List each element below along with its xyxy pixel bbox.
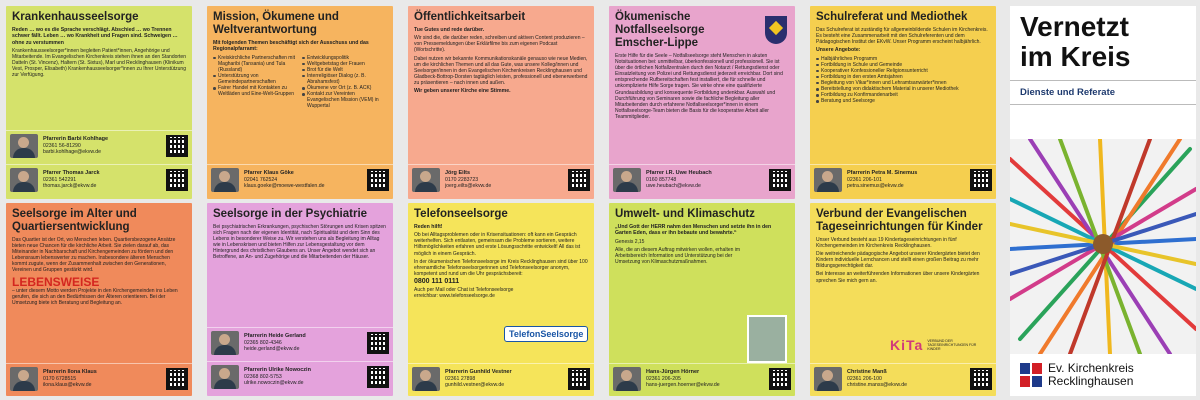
card-umwelt-klimaschutz <box>609 203 795 396</box>
card-telefonseelsorge <box>408 203 594 396</box>
contact-name: Pfarrer i.R. Uwe Heubach <box>646 169 712 176</box>
contact-email[interactable]: klaus.goeke@moewe-westfalen.de <box>244 183 325 189</box>
card-body-1: Wir sind die, die darüber reden, schreiben und aktiven Content produzieren – von Pressemeldungen über Erklärfilme bis zum eigenen Podcast (Wortschritte). <box>414 35 585 54</box>
column-2 <box>207 6 393 396</box>
cover-footer <box>1010 354 1196 396</box>
card-body: Das Schulreferat ist zuständig für allgemeinbildende Schulen im Kirchenkreis. Es besteht eine Zusammenarbeit mit den Schulreferenten und dem Pädagogischen Institut der EKvW. Unser Programm erscheint halbjährlich. <box>816 27 988 46</box>
contact-email[interactable]: uwe.heubach@ekvw.de <box>646 183 701 189</box>
contact-phone: 0160 857748 <box>646 176 677 183</box>
church-window-image <box>747 315 787 363</box>
hotline-number: 0800 111 0111 <box>414 277 460 285</box>
cover-title <box>1010 6 1196 72</box>
topic-list-b <box>302 55 387 110</box>
qr-code-icon <box>166 169 188 191</box>
card-title: Schulreferat und Mediothek <box>816 11 968 23</box>
card-body-1: Ob bei Alltagsproblemen oder in Krisensituationen: oft kann ein Gespräch weiterhelfen. Sich entlasten, gemeinsam die Probleme sortieren, weitere Hilfsmöglichkeiten erfahren und erste Lösungsschritte entwickelt! All das ist möglich in einem Gespräch. <box>414 232 581 257</box>
list-item: Interreligiöser Dialog (z. B. Abrahamsfest) <box>302 73 387 85</box>
qr-code-icon <box>367 366 389 388</box>
card-krankenhausseelsorge <box>6 6 192 199</box>
contact-name: Christine Manß <box>847 368 887 375</box>
contact-name: Pfarrerin Ilona Klaus <box>43 368 97 375</box>
list-item: Ökumene vor Ort (z. B. ACK) <box>302 85 387 91</box>
qr-code-icon <box>367 169 389 191</box>
list-item: Kontakt zur Vereinten Evangelischen Mission (VEM) in Wuppertal <box>302 91 387 109</box>
avatar <box>10 134 38 158</box>
quote-reference: Genesis 2,15 <box>615 238 645 245</box>
card-title: Mission, Ökumene und Weltverantwortung <box>213 11 339 36</box>
card-oeffentlichkeitsarbeit <box>408 6 594 199</box>
kita-logo <box>890 337 977 353</box>
cover-title-line-2: im Kreis <box>1020 41 1131 72</box>
avatar <box>412 168 440 192</box>
list-item: Kooperativer Konfessioneller Religionsunterricht <box>816 68 990 74</box>
qr-code-icon <box>769 169 791 191</box>
card-body-2: Die weitreichende pädagogische Angebot unserer Kindergärten bietet den Kindern individuelle Lernchancen und stellt einen großen Beitrag zu mehr Bildungsgerechtigkeit dar. <box>816 251 980 270</box>
contact-email[interactable]: ilona.klaus@ekvw.de <box>43 382 92 388</box>
list-item: Bereitstellung von didaktischem Material in unserer Mediothek <box>816 86 990 92</box>
qr-code-icon <box>367 332 389 354</box>
card-lead-2: Wir geben unserer Kirche eine Stimme. <box>414 88 511 95</box>
contact-row <box>207 327 393 357</box>
contact-row <box>810 164 996 194</box>
card-lead: Mit folgenden Themen beschäftigt sich der Ausschuss und das Regionalpfarramt: <box>213 40 369 53</box>
contact-name: Pfarrerin Petra M. Sinemus <box>847 169 918 176</box>
contact-phone: 02368 802-5753 <box>244 373 282 380</box>
kita-logo-text: KiTa <box>890 337 924 353</box>
contact-email[interactable]: heide.gerland@ekvw.de <box>244 346 300 352</box>
contact-name: Pfarrerin Heide Gerland <box>244 332 306 339</box>
offers-list <box>816 56 990 105</box>
card-title: Seelsorge im Alter und Quartiersentwicklung <box>12 208 137 233</box>
network-ropes-graphic <box>1010 139 1196 354</box>
list-item: Begleitung von Vikar*innen und Lehramtsanwärter*innen <box>816 80 990 86</box>
card-body-2: – unter diesem Motto werden Projekte in den Kirchengemeinden ins Leben gerufen, die sich an den Bedürfnissen der Älteren orientieren. Bei der Umsetzung biete ich Beratung und Begleitung an. <box>12 287 178 306</box>
contact-row <box>6 130 192 160</box>
avatar <box>10 168 38 192</box>
contact-email[interactable]: petra.sinemus@ekvw.de <box>847 183 904 189</box>
avatar <box>412 367 440 391</box>
contact-email[interactable]: gunhild.vestner@ekvw.de <box>445 382 505 388</box>
network-image <box>1010 139 1196 354</box>
card-body-3: Bei Interesse an weiterführenden Informationen über unsere Kindergärten sprechen Sie mich gern an. <box>816 271 980 284</box>
contact-name: Jörg Eilts <box>445 169 471 176</box>
card-kita-verbund <box>810 203 996 396</box>
contact-row <box>207 361 393 391</box>
card-title: Telefonseelsorge <box>414 208 508 220</box>
card-notfallseelsorge <box>609 6 795 199</box>
notfallseelsorge-badge-icon <box>765 16 787 44</box>
card-psychiatrie <box>207 203 393 396</box>
list-item: Unterstützung von Gemeindepartnerschaften <box>213 73 298 85</box>
avatar <box>613 367 641 391</box>
contact-phone: 02361 206-101 <box>847 176 882 183</box>
avatar <box>814 168 842 192</box>
contact-email[interactable]: hans-juergen.hoerner@ekvw.de <box>646 382 720 388</box>
avatar <box>10 367 38 391</box>
list-item: Weltgebetstag der Frauen <box>302 61 387 67</box>
lebensweise-logo: LEBENSWEISE <box>12 274 100 289</box>
qr-code-icon <box>568 169 590 191</box>
card-lead: Reden hilft! <box>414 224 443 230</box>
contact-email[interactable]: barbi.kohlhage@ekvw.de <box>43 149 102 155</box>
card-lead: Reden … wo es die Sprache verschlägt. Abschied … wo Trennen schwer fällt. Leben … wo Krankheit und Fragen sind. Schweigen … ohne zu verstummen <box>12 27 178 46</box>
card-body-2: In der ökumenischen Telefonseelsorge im Kreis Recklinghausen sind über 100 ehrenamtliche Telefonseelsorgerinnen und Telefonseelsorger anonym, kompetent und rund um die Uhr gesprächsbereit: <box>414 258 588 277</box>
card-title: Krankenhausseelsorge <box>12 11 139 23</box>
qr-code-icon <box>769 368 791 390</box>
contact-name: Pfarrerin Barbi Kohlhage <box>43 135 109 142</box>
contact-row <box>609 363 795 393</box>
list-item: Kreiskirchliche Partnerschaften mit Magharibi (Tansania) und Tula (Russland) <box>213 55 298 73</box>
column-1 <box>6 6 192 396</box>
contact-phone: 0170 6728515 <box>43 375 77 382</box>
card-lead: Tue Gutes und rede darüber. <box>414 27 485 33</box>
contact-email[interactable]: joerg.eilts@ekvw.de <box>445 183 492 189</box>
list-item: Beratung und Seelsorge <box>816 98 990 104</box>
contact-email[interactable]: thomas.jarck@ekvw.de <box>43 183 97 189</box>
card-body: Alle, die an diesem Auftrag mitwirken wollen, erhalten im Arbeitsbereich Information und Unterstützung bei der Umsetzung von Klimaschutzmaßnahmen. <box>615 246 741 265</box>
card-title: Verbund der Evangelischen Tageseinrichtungen für Kinder <box>816 208 983 233</box>
bible-quote: „Und Gott der HERR nahm den Menschen und setzte ihn in den Garten Eden, dass er ihn bebaute und bewahrte.“ <box>615 224 772 237</box>
contact-row <box>810 363 996 393</box>
contact-phone: 02361 27898 <box>445 375 476 382</box>
card-seelsorge-alter <box>6 203 192 396</box>
qr-code-icon <box>166 368 188 390</box>
telefonseelsorge-logo: TelefonSeelsorge <box>504 326 588 342</box>
qr-code-icon <box>970 368 992 390</box>
avatar <box>613 168 641 192</box>
contact-row <box>609 164 795 194</box>
contact-phone: 02041 762524 <box>244 176 278 183</box>
contact-name: Pfarrer Thomas Jarck <box>43 169 100 176</box>
org-name-line-2: Recklinghausen <box>1048 374 1134 388</box>
card-title: Ökumenische Notfallseelsorge Emscher-Lippe <box>615 11 705 49</box>
contact-name: Pfarrerin Ulrike Nowoczin <box>244 366 311 373</box>
contact-row <box>207 164 393 194</box>
list-item: Fortbildung zu Konfirmandenarbeit <box>816 92 990 98</box>
org-name-line-1: Ev. Kirchenkreis <box>1048 361 1134 375</box>
column-5 <box>810 6 996 396</box>
contact-email[interactable]: ulrike.nowoczin@ekvw.de <box>244 380 304 386</box>
kita-logo-sub: VERBUND DER TAGESEINRICHTUNGEN FÜR KINDER <box>927 339 977 351</box>
card-body: Krankenhausseelsorger*innen begleiten Patient*innen, Angehörige und Mitarbeitende. Im Evangelischen Kirchenkreis stehen ihnen an den Standorten Datteln (St. Vincenz), Haltern (St. Sixtus), Marl und Recklinghausen (Klinikum Vest, Prosper, Elisabeth) Krankenhausseelsorger*innen zu Ihrer Unterstützung zur Verfügung. <box>12 47 186 79</box>
avatar <box>211 365 239 389</box>
offers-heading: Unsere Angebote: <box>816 47 861 54</box>
card-body: Erste Hilfe für die Seele – Notfallseelsorge steht Menschen in akuten Notsituationen bei: unmittelbar, überkonfessionell und professionell. Sie ist über die örtlichen Notfallzentralen durch den Notarzt / Rettungsdienst oder Einsatzleitung von Polizei und Rettungsdienst jederzeit erreichbar. Dort sind entsprechende Rufbereitschaften fest installiert, die für schnelle und unkomplizierte Hilfe Sorge tragen. Sie wirke ohne eine qualifizierte Grundausbildung und konsequente Fortbildung undenkbar. Auswahl und Durchführung von Seminaren sowie die fachliche Begleitung aller Mitarbeitenden durch erfahrene Notfallseelsorger*innen in einem Notfallseelsorge-Team bieten die Basis für die kooperative Arbeit aller Teammitglieder. <box>615 53 783 120</box>
list-item: Brot für die Welt <box>302 67 387 73</box>
contact-name: Pfarrer Klaus Göke <box>244 169 294 176</box>
qr-code-icon <box>568 368 590 390</box>
column-3 <box>408 6 594 396</box>
qr-code-icon <box>166 135 188 157</box>
card-body: Bei psychiatrischen Erkrankungen, psychischen Störungen und Krisen spitzen sich Fragen nach der eigenen Identität, nach Spiritualität und dem Sinn des Lebens in besonderer Weise zu. Wir verstehen uns als Begleitung im Alltag wie in Lebenskrisen und bieten Hilfen zur Lebensgestaltung vor dem Hintergrund des christlichen Glaubens an. Unser Angebot wendet sich an Betroffene, an An- und Zugehörige und die Mitarbeitenden der Häuser. <box>213 224 386 261</box>
contact-row <box>408 363 594 393</box>
contact-name: Hans-Jürgen Hörner <box>646 368 700 375</box>
card-body-1: Unser Verbund besteht aus 19 Kindertageseinrichtungen in fünf Kirchengemeinden im Kirchenkreis Recklinghausen. <box>816 237 957 250</box>
card-title: Umwelt- und Klimaschutz <box>615 208 755 220</box>
contact-row <box>408 164 594 194</box>
contact-phone: 02365 802-4346 <box>244 339 282 346</box>
rope-knot <box>1093 234 1113 254</box>
avatar <box>211 168 239 192</box>
contact-phone: 02361 56-81290 <box>43 142 81 149</box>
list-item: Halbjährliches Programm <box>816 56 990 62</box>
cover-subtitle: Dienste und Referate <box>1010 80 1196 105</box>
cover-panel <box>1010 6 1196 396</box>
contact-row <box>6 363 192 393</box>
card-schulreferat <box>810 6 996 199</box>
kirchenkreis-logo-icon <box>1020 363 1042 387</box>
card-body-3: Auch per Mail oder Chat ist Telefonseelsorge erreichbar: www.telefonseelsorge.de <box>414 287 514 300</box>
contact-phone: 02361 206-100 <box>847 375 882 382</box>
contact-phone: 02361 542291 <box>43 176 77 183</box>
avatar <box>814 367 842 391</box>
contact-email[interactable]: christine.manss@ekvw.de <box>847 382 908 388</box>
contact-phone: 02361 206-205 <box>646 375 681 382</box>
card-body-2: Dabei nutzen wir bekannte Kommunikationskanäle genauso wie neue Medien, um die kirchlichen Themen und all das Gute, was unsere Kolleg/innen und Seelsorger/innen in den Evangelischen Kirchenkreisen Recklinghausen und Gladbeck-Bottrop-Dorsten tagtäglich leisten, professionell und ebenerwerbend zu präsentieren – nach innen und außen. <box>414 55 588 86</box>
topic-list-a <box>213 55 298 110</box>
card-title: Seelsorge in der Psychiatrie <box>213 208 368 220</box>
avatar <box>211 331 239 355</box>
contact-phone: 0170 2283723 <box>445 176 479 183</box>
card-title: Öffentlichkeitsarbeit <box>414 11 526 23</box>
list-item: Fortbildung in Schule und Gemeinde <box>816 62 990 68</box>
cover-title-line-1: Vernetzt <box>1020 11 1129 42</box>
contact-name: Pfarrerin Gunhild Vestner <box>445 368 512 375</box>
list-item: Entwicklungspolitik <box>302 55 387 61</box>
list-item: Fortbildung in den ersten Amtsjahren <box>816 74 990 80</box>
list-item: Fairer Handel mit Kontakten zu Weltläden und Eine-Welt-Gruppen <box>213 85 298 97</box>
card-body: Das Quartier ist der Ort, wo Menschen leben. Quartiersbezogene Ansätze bieten neue Chancen für die kirchliche Arbeit. Sie zielen darauf ab, das Miteinander in Nachbarschaft und Kirchengemeinden zu fördern und den Lebensraum lebenswerter zu machen. Insbesondere älteren Menschen kommt zugute, wenn der Zusammenhalt zwischen den Generationen, Vereinen und Gruppen gestärkt wird. <box>12 237 176 274</box>
qr-code-icon <box>970 169 992 191</box>
card-mission-oekumene <box>207 6 393 199</box>
contact-row <box>6 164 192 194</box>
column-4 <box>609 6 795 396</box>
